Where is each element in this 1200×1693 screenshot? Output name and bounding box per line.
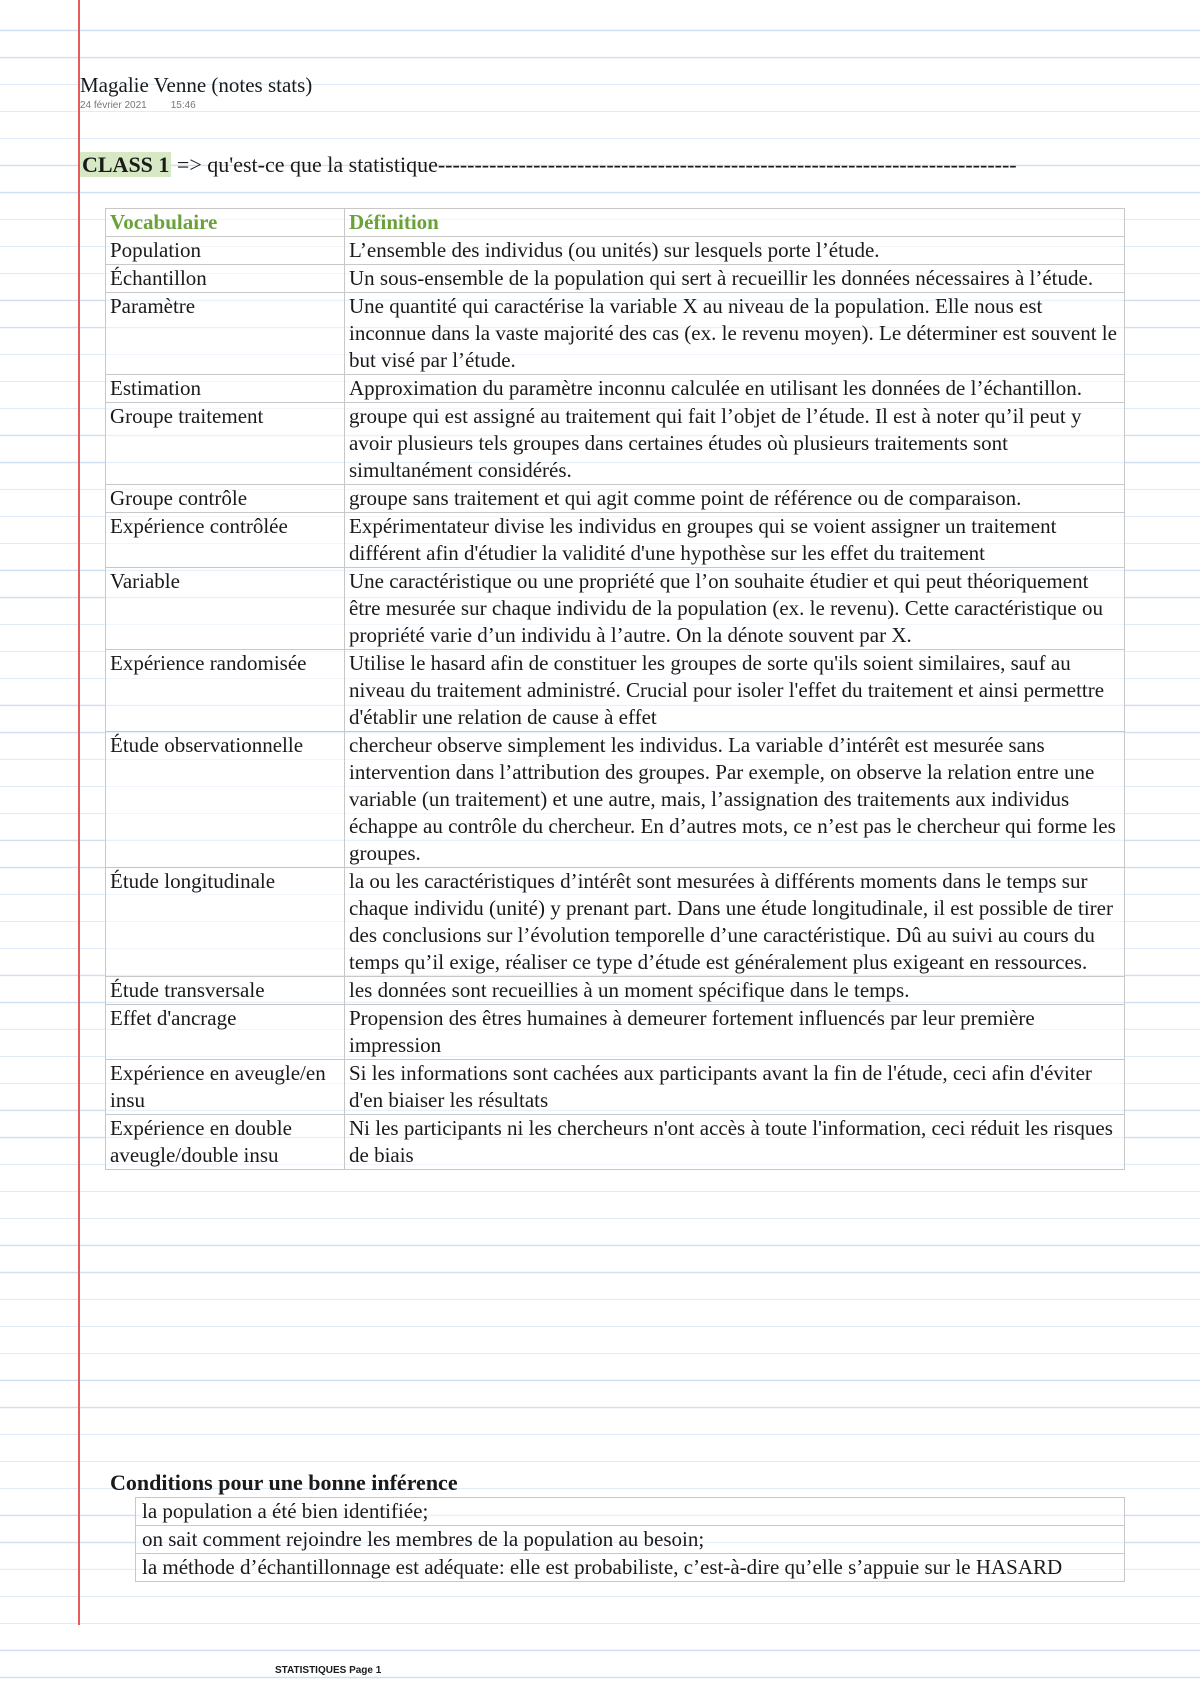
class-heading [80, 152, 1017, 178]
list-item [136, 1554, 1125, 1582]
vocab-term: Échantillon [106, 265, 345, 293]
page-title: Magalie Venne (notes stats) [80, 73, 313, 97]
page-header [80, 72, 312, 111]
vocab-definition: Si les informations sont cachées aux participants avant la fin de l'étude, ceci afin d'éviter d'en biaiser les résultats [345, 1060, 1125, 1115]
vocab-term: Expérience en aveugle/en insu [106, 1060, 345, 1115]
vocabulary-table-body [106, 237, 1125, 1170]
vocab-term: Étude transversale [106, 977, 345, 1005]
class-subtitle: => qu'est-ce que la statistique------------------------------------------------------------------------------- [176, 152, 1017, 177]
table-row [106, 568, 1125, 650]
page-time: 15:46 [170, 100, 196, 111]
vocab-definition: L’ensemble des individus (ou unités) sur lesquels porte l’étude. [345, 237, 1125, 265]
vocab-term: Paramètre [106, 293, 345, 375]
vocab-definition: groupe qui est assigné au traitement qui fait l’objet de l’étude. Il est à noter qu’il peut y avoir plusieurs tels groupes dans certaines études où plusieurs traitements sont simultanément considérés. [345, 403, 1125, 485]
vocab-definition: Une caractéristique ou une propriété que l’on souhaite étudier et qui peut théoriquement être mesurée sur chaque individu de la population (ex. le revenu). Cette caractéristique ou propriété varie d’un individu à l’autre. On la dénote souvent par X. [345, 568, 1125, 650]
page-footer: STATISTIQUES Page 1 [275, 1665, 382, 1676]
vocab-definition: Utilise le hasard afin de constituer les groupes de sorte qu'ils soient similaires, sauf au niveau du traitement administré. Crucial pour isoler l'effet du traitement et ainsi permettre d'établir une relation de cause à effet [345, 650, 1125, 732]
vocab-definition: Ni les participants ni les chercheurs n'ont accès à toute l'information, ceci réduit les risques de biais [345, 1115, 1125, 1170]
conditions-table-body [136, 1498, 1125, 1582]
vocab-term: Expérience en double aveugle/double insu [106, 1115, 345, 1170]
page-date: 24 février 2021 [80, 100, 147, 111]
notebook-margin-line [78, 0, 80, 1625]
vocab-term: Expérience contrôlée [106, 513, 345, 568]
condition-text: la méthode d’échantillonnage est adéquate: elle est probabiliste, c’est-à-dire qu’elle s’appuie sur le HASARD [136, 1554, 1125, 1582]
vocab-definition: chercheur observe simplement les individus. La variable d’intérêt est mesurée sans intervention dans l’attribution des groupes. Par exemple, on observe la relation entre une variable (un traitement) et une autre, mais, l’assignation des traitements aux individus échappe au contrôle du chercheur. En d’autres mots, ce n’est pas le chercheur qui forme les groupes. [345, 732, 1125, 868]
vocab-definition: Approximation du paramètre inconnu calculée en utilisant les données de l’échantillon. [345, 375, 1125, 403]
vocab-definition: les données sont recueillies à un moment spécifique dans le temps. [345, 977, 1125, 1005]
table-row [106, 1060, 1125, 1115]
vocab-definition: groupe sans traitement et qui agit comme point de référence ou de comparaison. [345, 485, 1125, 513]
table-row [106, 513, 1125, 568]
vocab-definition: Une quantité qui caractérise la variable X au niveau de la population. Elle nous est inconnue dans la vaste majorité des cas (ex. le revenu moyen). Le déterminer est souvent le but visé par l’étude. [345, 293, 1125, 375]
vocab-definition: la ou les caractéristiques d’intérêt sont mesurées à différents moments dans le temps sur chaque individu (unité) y prenant part. Dans une étude longitudinale, il est possible de tirer des conclusions sur l’évolution temporelle d’une caractéristique. Dû au suivi au cours du temps qu’il exige, réaliser ce type d’étude est généralement plus exigeant en ressources. [345, 868, 1125, 977]
vocab-term: Étude observationnelle [106, 732, 345, 868]
vocab-term: Groupe contrôle [106, 485, 345, 513]
vocab-term: Expérience randomisée [106, 650, 345, 732]
vocab-definition: Expérimentateur divise les individus en groupes qui se voient assigner un traitement différent afin d'étudier la validité d'une hypothèse sur les effet du traitement [345, 513, 1125, 568]
vocab-term: Estimation [106, 375, 345, 403]
vocab-term: Groupe traitement [106, 403, 345, 485]
table-row [106, 403, 1125, 485]
vocab-definition: Propension des êtres humaines à demeurer fortement influencés par leur première impression [345, 1005, 1125, 1060]
table-row [106, 1115, 1125, 1170]
page-meta [80, 100, 312, 111]
vocab-term: Population [106, 237, 345, 265]
conditions-table [135, 1497, 1125, 1582]
vocab-term: Variable [106, 568, 345, 650]
vocab-term: Étude longitudinale [106, 868, 345, 977]
table-row [106, 732, 1125, 868]
column-header-definition: Définition [345, 209, 1125, 237]
table-row [106, 237, 1125, 265]
table-row [106, 485, 1125, 513]
table-row [106, 293, 1125, 375]
table-row [106, 977, 1125, 1005]
vocab-definition: Un sous-ensemble de la population qui sert à recueillir les données nécessaires à l’étude. [345, 265, 1125, 293]
class-tag: CLASS 1 [82, 152, 170, 177]
list-item [136, 1526, 1125, 1554]
condition-text: la population a été bien identifiée; [136, 1498, 1125, 1526]
list-item [136, 1498, 1125, 1526]
condition-text: on sait comment rejoindre les membres de la population au besoin; [136, 1526, 1125, 1554]
table-header-row [106, 209, 1125, 237]
conditions-heading: Conditions pour une bonne inférence [110, 1470, 458, 1495]
table-row [106, 650, 1125, 732]
column-header-vocabulaire: Vocabulaire [106, 209, 345, 237]
table-row [106, 265, 1125, 293]
table-row [106, 375, 1125, 403]
table-row [106, 868, 1125, 977]
vocab-term: Effet d'ancrage [106, 1005, 345, 1060]
table-row [106, 1005, 1125, 1060]
vocabulary-table [105, 208, 1125, 1170]
